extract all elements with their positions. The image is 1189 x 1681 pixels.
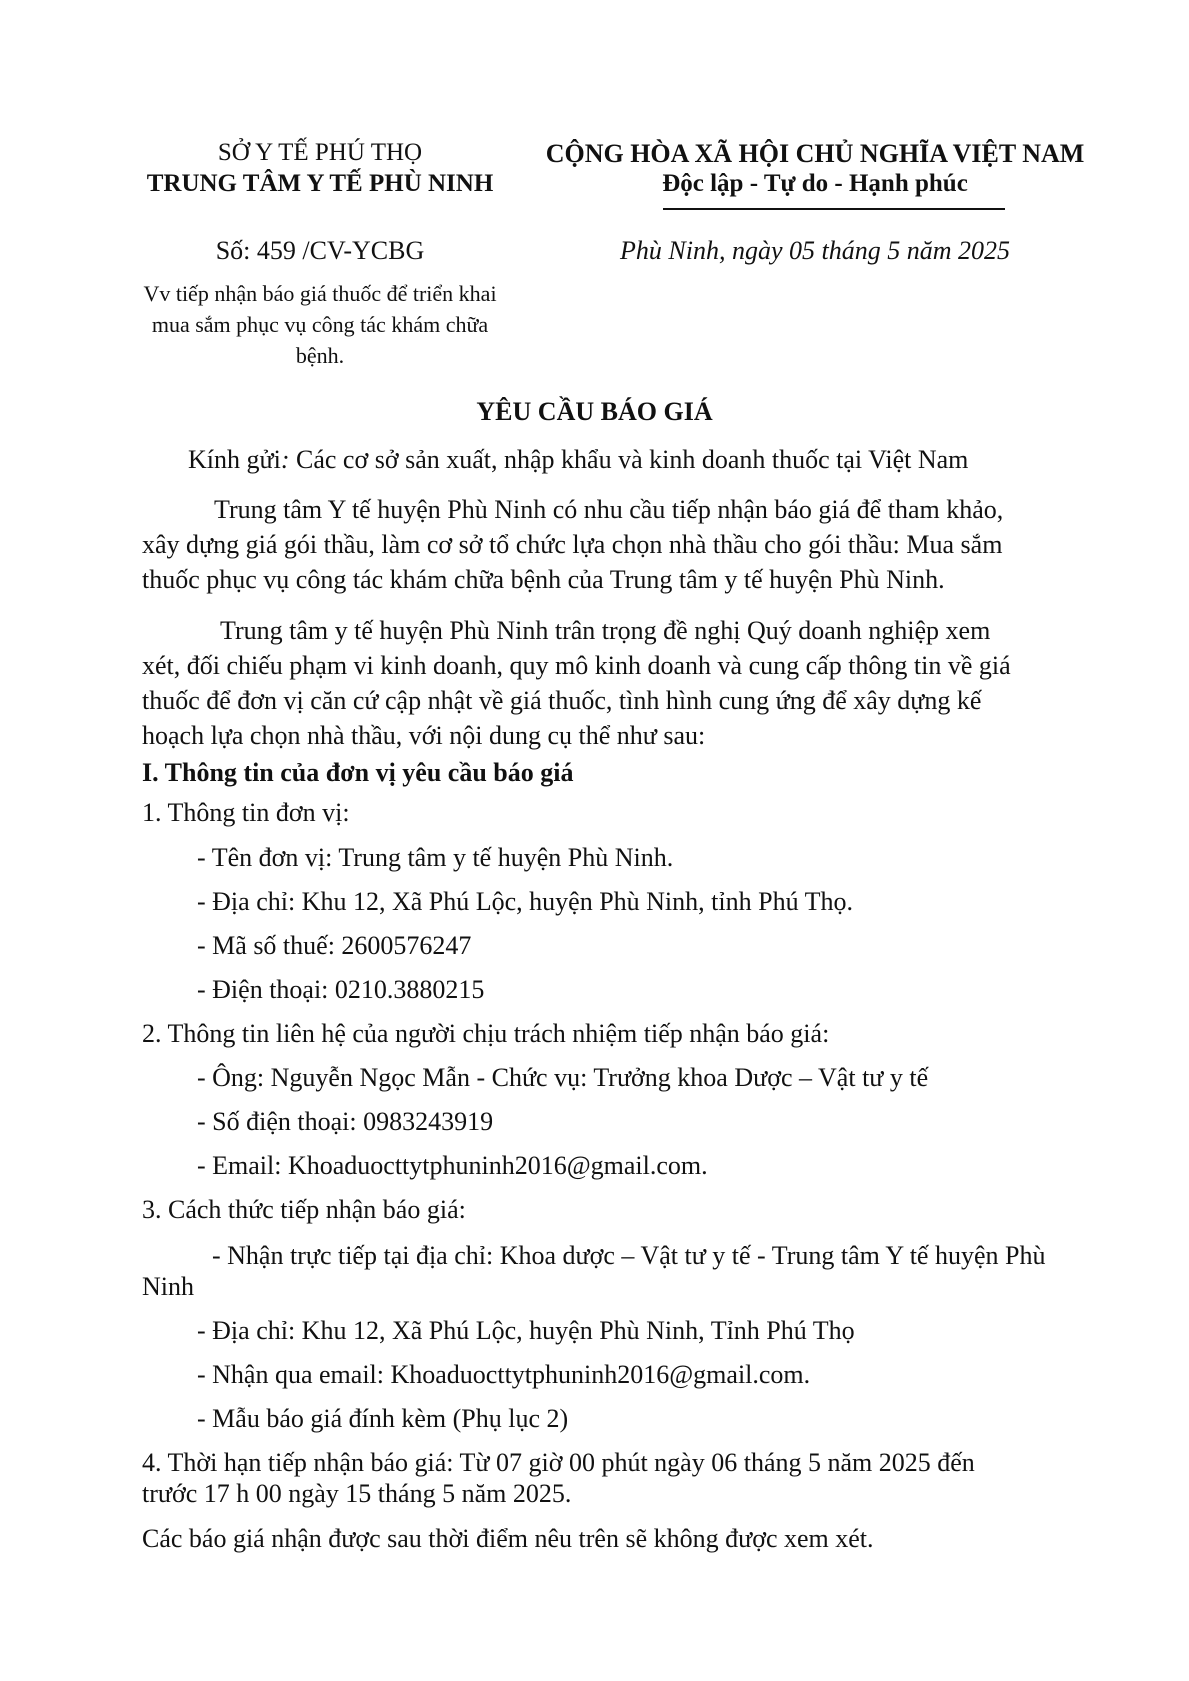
paragraph-line: thuốc phục vụ công tác khám chữa bệnh của Trung tâm y tế huyện Phù Ninh.: [142, 565, 945, 594]
item-heading: 1. Thông tin đơn vị:: [142, 798, 350, 827]
info-line: - Ông: Nguyễn Ngọc Mẫn - Chức vụ: Trưởng khoa Dược – Vật tư y tế: [197, 1063, 929, 1092]
national-title: CỘNG HÒA XÃ HỘI CHỦ NGHĨA VIỆT NAM: [545, 139, 1085, 168]
national-motto: Độc lập - Tự do - Hạnh phúc: [662, 170, 968, 197]
info-line: - Địa chỉ: Khu 12, Xã Phú Lộc, huyện Phù Ninh, tỉnh Phú Thọ.: [197, 887, 853, 916]
subject-line: bệnh.: [295, 343, 345, 368]
deadline-line: trước 17 h 00 ngày 15 tháng 5 năm 2025.: [142, 1479, 572, 1508]
paragraph-line: xây dựng giá gói thầu, làm cơ sở tổ chức lựa chọn nhà thầu cho gói thầu: Mua sắm: [142, 530, 1003, 559]
agency-parent: SỞ Y TẾ PHÚ THỌ: [217, 139, 423, 166]
deadline-line: 4. Thời hạn tiếp nhận báo giá: Từ 07 giờ 00 phút ngày 06 tháng 5 năm 2025 đến: [142, 1448, 975, 1477]
info-line: - Số điện thoại: 0983243919: [197, 1107, 494, 1136]
paragraph-line: Trung tâm Y tế huyện Phù Ninh có nhu cầu tiếp nhận báo giá để tham khảo,: [214, 495, 1004, 524]
subject-line: mua sắm phục vụ công tác khám chữa: [151, 312, 489, 337]
info-line: - Nhận qua email: Khoaduocttytphuninh2016@gmail.com.: [197, 1360, 811, 1389]
info-line-continuation: Ninh: [142, 1272, 194, 1301]
info-line: - Nhận trực tiếp tại địa chỉ: Khoa dược – Vật tư y tế - Trung tâm Y tế huyện Phù: [212, 1241, 1046, 1270]
info-line: - Mã số thuế: 2600576247: [197, 931, 472, 960]
place-date: Phù Ninh, ngày 05 tháng 5 năm 2025: [620, 236, 1010, 265]
paragraph-line: hoạch lựa chọn nhà thầu, với nội dung cụ thể như sau:: [142, 721, 706, 750]
item-heading: 3. Cách thức tiếp nhận báo giá:: [142, 1195, 466, 1224]
info-line: - Mẫu báo giá đính kèm (Phụ lục 2): [197, 1404, 569, 1433]
section-heading: I. Thông tin của đơn vị yêu cầu báo giá: [142, 758, 574, 787]
agency-name: TRUNG TÂM Y TẾ PHÙ NINH: [146, 170, 494, 197]
paragraph-line: thuốc để đơn vị căn cứ cập nhật về giá thuốc, tình hình cung ứng để xây dựng kế: [142, 686, 982, 715]
paragraph-line: xét, đối chiếu phạm vi kinh doanh, quy mô kinh doanh và cung cấp thông tin về giá: [142, 651, 1011, 680]
recipient-line: [188, 443, 968, 477]
document-number: Số: 459 /CV-YCBG: [215, 236, 425, 265]
document-title: YÊU CẦU BÁO GIÁ: [476, 397, 713, 426]
paragraph-line: Trung tâm y tế huyện Phù Ninh trân trọng đề nghị Quý doanh nghiệp xem: [220, 616, 991, 645]
info-line: - Tên đơn vị: Trung tâm y tế huyện Phù Ninh.: [197, 843, 674, 872]
subject-line: Vv tiếp nhận báo giá thuốc để triển khai: [143, 281, 497, 306]
info-line: - Điện thoại: 0210.3880215: [197, 975, 485, 1004]
recipient-label: Kính gửi: [188, 445, 281, 474]
recipient-text: Các cơ sở sản xuất, nhập khẩu và kinh doanh thuốc tại Việt Nam: [289, 445, 969, 474]
recipient-colon: :: [280, 445, 290, 474]
item-heading: 2. Thông tin liên hệ của người chịu trách nhiệm tiếp nhận báo giá:: [142, 1019, 830, 1048]
info-line: - Email: Khoaduocttytphuninh2016@gmail.com.: [197, 1151, 708, 1180]
info-line: - Địa chỉ: Khu 12, Xã Phú Lộc, huyện Phù Ninh, Tỉnh Phú Thọ: [197, 1316, 855, 1345]
motto-underline: [663, 208, 1005, 210]
closing-note: Các báo giá nhận được sau thời điểm nêu trên sẽ không được xem xét.: [142, 1524, 874, 1553]
